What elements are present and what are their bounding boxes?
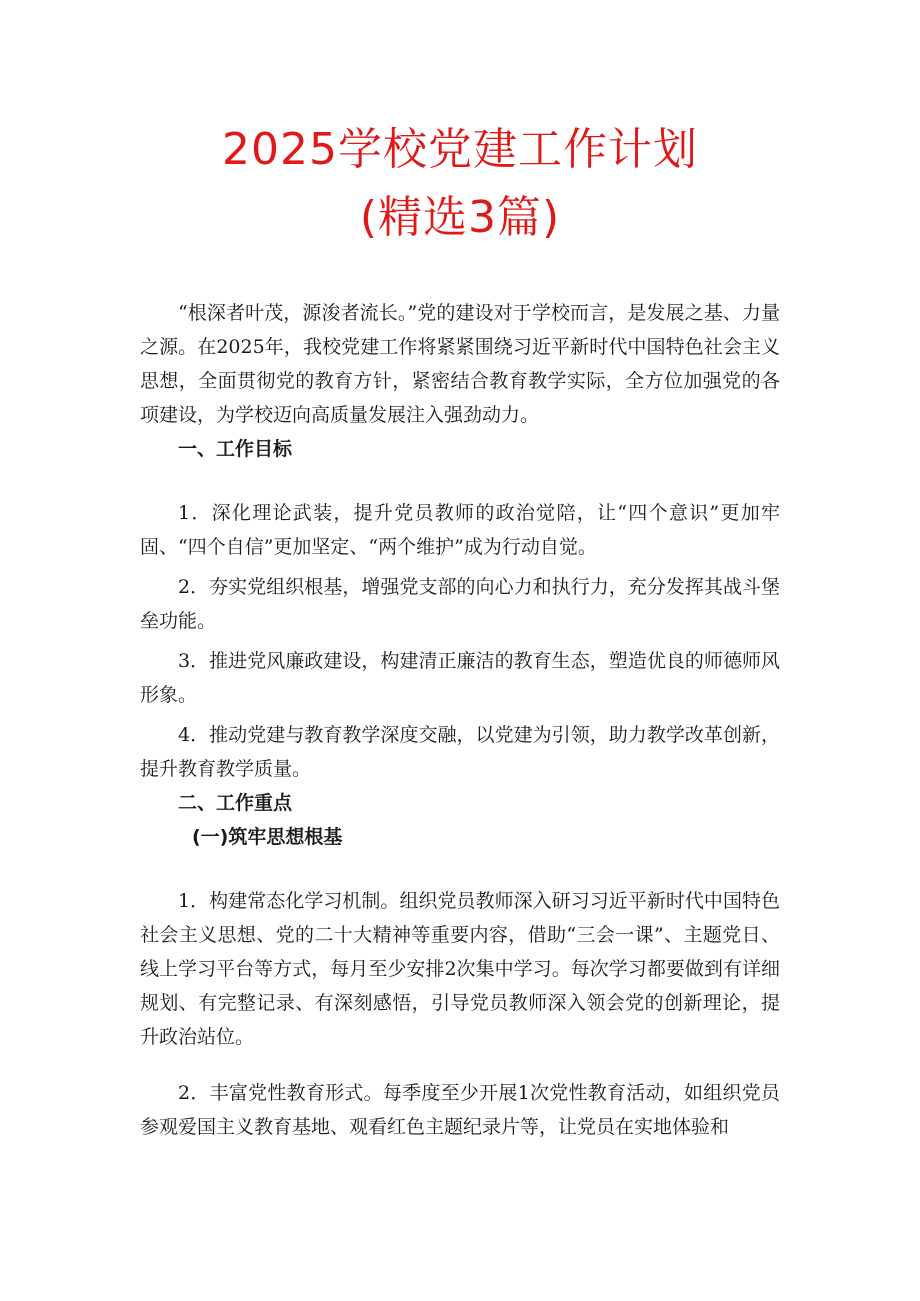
section-heading-goals: 一、工作目标 — [178, 438, 293, 460]
document-body — [140, 296, 780, 1144]
goal-item-2: 2．夯实党组织根基，增强党支部的向心力和执行力，充分发挥其战斗堡垒功能。 — [140, 576, 780, 632]
subsection-heading: (一)筑牢思想根基 — [192, 826, 343, 848]
intro-paragraph: “根深者叶茂，源浚者流长。”党的建设对于学校而言，是发展之基、力量之源。在2025年，我校党建工作将紧紧围绕习近平新时代中国特色社会主义思想，全面贯彻党的教育方针，紧密结合教育教学实际，全方位加强党的各项建设，为学校迈向高质量发展注入强劲动力。 — [140, 302, 780, 426]
document-subtitle: (精选3篇) — [359, 192, 561, 243]
document-title: 2025学校党建工作计划 — [222, 124, 698, 175]
focus-item-1: 1．构建常态化学习机制。组织党员教师深入研习习近平新时代中国特色社会主义思想、党的二十大精神等重要内容，借助“三会一课”、主题党日、线上学习平台等方式，每月至少安排2次集中学习。每次学习都要做到有详细规划、有完整记录、有深刻感悟，引导党员教师深入领会党的创新理论，提升政治站位。 — [140, 890, 780, 1048]
goal-item-1: 1．深化理论武装，提升党员教师的政治觉陪，让“四个意识”更加牢固、“四个自信”更加坚定、“两个维护”成为行动自觉。 — [140, 502, 780, 558]
goal-item-4: 4．推动党建与教育教学深度交融，以党建为引领，助力教学改革创新，提升教育教学质量。 — [140, 724, 780, 780]
goal-item-3: 3．推进党风廉政建设，构建清正廉洁的教育生态，塑造优良的师德师风形象。 — [140, 650, 780, 706]
section-heading-focus: 二、工作重点 — [178, 792, 293, 814]
focus-item-2: 2．丰富党性教育形式。每季度至少开展1次党性教育活动，如组织党员参观爱国主义教育基地、观看红色主题纪录片等，让党员在实地体验和 — [140, 1082, 780, 1138]
